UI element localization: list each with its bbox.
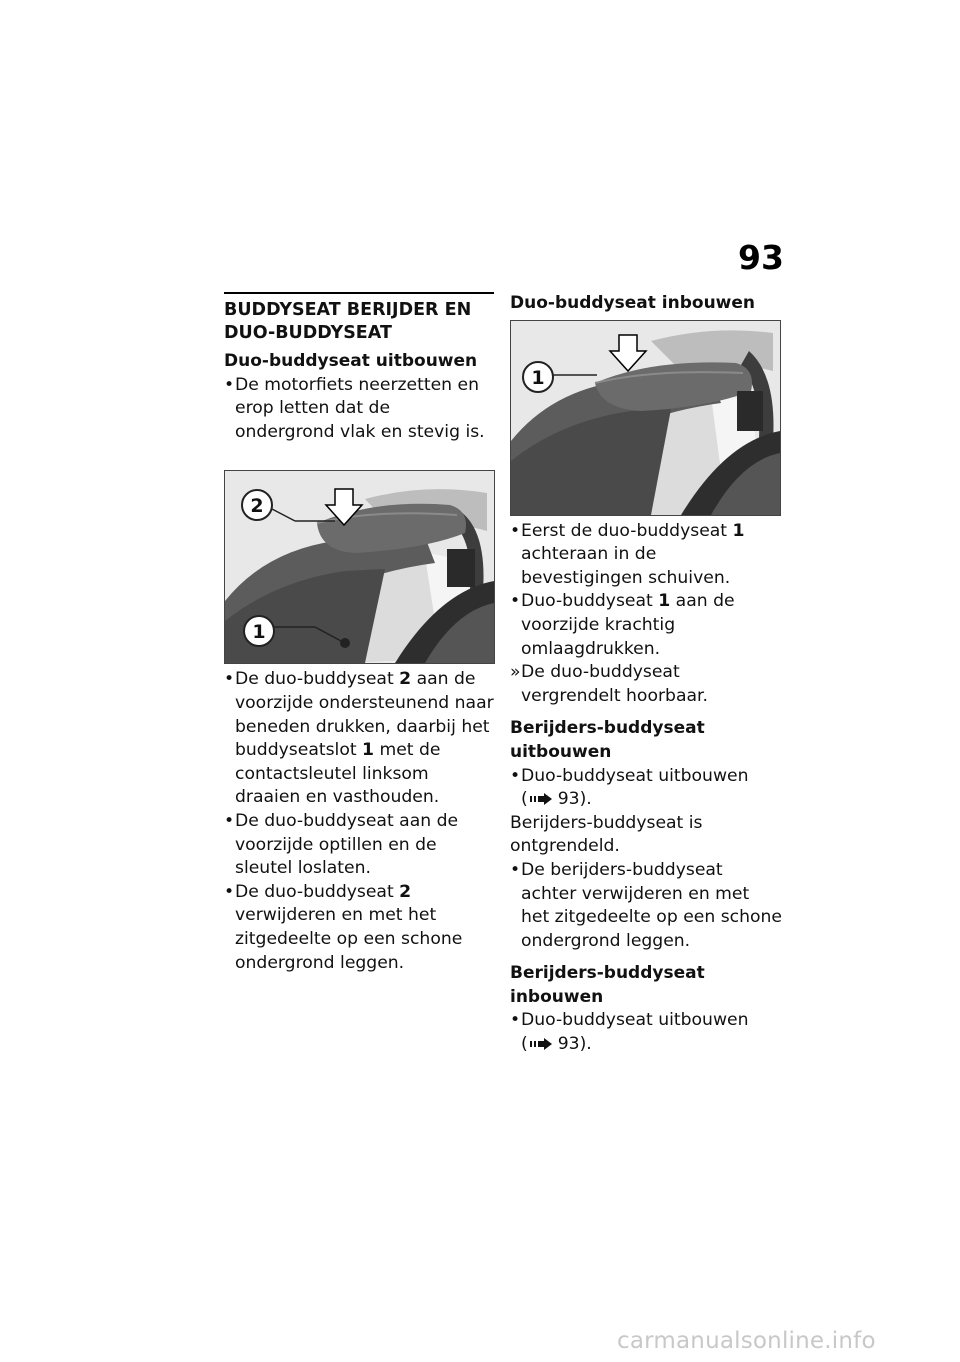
bullet-marker: • <box>510 520 521 541</box>
arrow-right-icon <box>528 793 554 805</box>
bullet-marker: • <box>224 669 235 690</box>
step-text: De duo-buddyseat aan de voorzijde optillen en de sleutel loslaten. <box>235 810 459 879</box>
status-text: Berijders-buddyseat is ontgrendeld. <box>510 812 703 857</box>
part-reference: 2 <box>399 669 412 690</box>
subsection-title-duo-remove: Duo-buddyseat uitbouwen <box>224 351 478 371</box>
step-text: De motorfiets neerzetten en erop letten dat de ondergrond vlak en stevig is. <box>235 374 485 442</box>
list-item <box>510 520 782 591</box>
callout-label-2: 2 <box>250 495 264 518</box>
result-item <box>510 661 782 708</box>
bullet-marker: • <box>224 881 235 902</box>
subsection-title-rider-install: Berijders-buddyseat inbouwen <box>510 963 705 1007</box>
part-reference: 2 <box>399 881 412 902</box>
step-text: Duo-buddyseat uitbouwen ( 93). <box>521 765 749 810</box>
bullet-marker: • <box>224 374 235 395</box>
subsection-title-rider-remove: Berijders-buddyseat uitbouwen <box>510 718 705 762</box>
list-item <box>224 881 494 975</box>
list-item <box>510 859 782 953</box>
step-text: De duo-buddyseat 2 aan de voorzijde ondersteunend naar beneden drukken, daarbij het buddyseatslot 1 met de contactsleutel linksom draaien en vasthouden. <box>235 669 494 808</box>
bullet-marker: • <box>510 859 521 880</box>
page-reference-link[interactable]: ( 93). <box>521 789 592 810</box>
watermark: carmanualsonline.info <box>617 1328 876 1354</box>
figure-seat-install <box>510 320 781 516</box>
step-text: Eerst de duo-buddyseat 1 achteraan in de bevestigingen schuiven. <box>521 520 745 588</box>
list-item <box>224 668 494 810</box>
part-reference: 1 <box>658 591 671 612</box>
right-column <box>510 292 782 1057</box>
section-rule <box>224 292 494 294</box>
list-item <box>224 374 494 445</box>
result-marker: » <box>510 662 521 683</box>
step-text: De duo-buddyseat 2 verwijderen en met het zitgedeelte op een schone ondergrond leggen. <box>235 881 463 973</box>
callout-label-1: 1 <box>252 621 266 644</box>
left-column <box>224 292 494 975</box>
bullet-marker: • <box>510 591 521 612</box>
part-reference: 1 <box>362 740 375 761</box>
step-text: Duo-buddyseat uitbouwen ( 93). <box>521 1010 749 1055</box>
page-reference-link[interactable]: ( 93). <box>521 1034 592 1055</box>
bullet-marker: • <box>510 765 521 786</box>
result-text: De duo-buddyseat vergrendelt hoorbaar. <box>521 662 708 706</box>
bullet-marker: • <box>224 810 235 831</box>
step-text: De berijders-buddyseat achter verwijderen en met het zitgedeelte op een schone ondergrond leggen. <box>521 859 782 951</box>
arrow-right-icon <box>528 1038 554 1050</box>
callout-label-1: 1 <box>531 366 545 389</box>
list-item <box>510 590 782 661</box>
bullet-marker: • <box>510 1010 521 1031</box>
list-item <box>510 765 782 812</box>
section-title: BUDDYSEAT BERIJDER EN DUO-BUDDYSEAT <box>224 300 472 343</box>
step-text: Duo-buddyseat 1 aan de voorzijde krachtig omlaagdrukken. <box>521 591 735 659</box>
subsection-title-duo-install: Duo-buddyseat inbouwen <box>510 293 756 313</box>
list-item <box>510 1009 782 1056</box>
list-item <box>224 810 494 881</box>
page-number: 93 <box>738 238 784 277</box>
part-reference: 1 <box>732 520 745 541</box>
figure-seat-removal <box>224 470 495 664</box>
